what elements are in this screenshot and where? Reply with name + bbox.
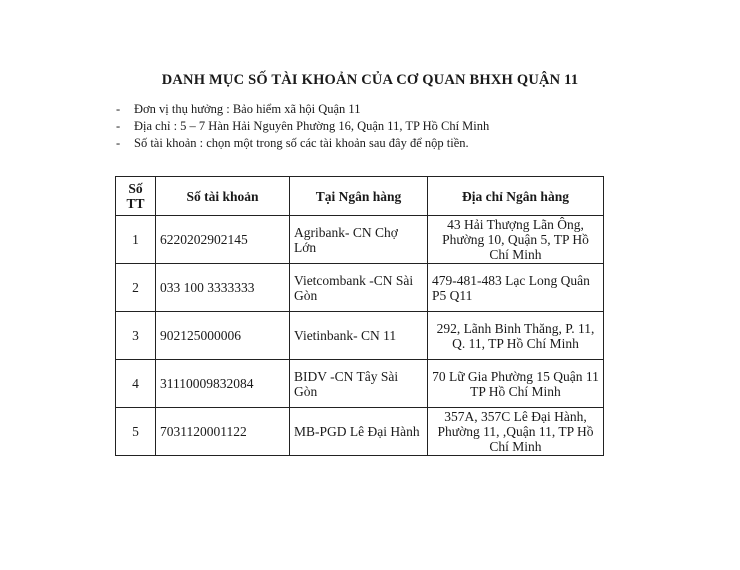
cell-address: 70 Lữ Gia Phường 15 Quận 11 TP Hồ Chí Minh (428, 360, 604, 408)
info-item-beneficiary (116, 101, 489, 118)
info-text: Số tài khoản : chọn một trong số các tài khoản sau đây để nộp tiền. (134, 136, 469, 150)
bullet-dash: - (116, 136, 121, 150)
table-row (116, 408, 604, 456)
info-item-address (116, 118, 489, 135)
info-list (116, 101, 489, 152)
cell-account: 033 100 3333333 (156, 264, 290, 312)
header-account: Số tài khoản (156, 177, 290, 216)
header-address: Địa chỉ Ngân hàng (428, 177, 604, 216)
accounts-table (115, 176, 604, 456)
cell-address: 43 Hải Thượng Lãn Ông, Phường 10, Quận 5, TP Hồ Chí Minh (428, 216, 604, 264)
info-item-account (116, 135, 489, 152)
cell-account: 7031120001122 (156, 408, 290, 456)
table-row (116, 216, 604, 264)
table-header-row (116, 177, 604, 216)
header-stt: Số TT (116, 177, 156, 216)
cell-address: 292, Lãnh Binh Thăng, P. 11, Q. 11, TP Hồ Chí Minh (428, 312, 604, 360)
cell-address: 357A, 357C Lê Đại Hành, Phường 11, ,Quận 11, TP Hồ Chí Minh (428, 408, 604, 456)
bullet-dash: - (116, 102, 121, 116)
cell-stt: 5 (116, 408, 156, 456)
table-row (116, 312, 604, 360)
cell-account: 902125000006 (156, 312, 290, 360)
cell-address: 479-481-483 Lạc Long Quân P5 Q11 (428, 264, 604, 312)
document-title: DANH MỤC SỐ TÀI KHOẢN CỦA CƠ QUAN BHXH QUẬN 11 (161, 72, 579, 88)
table-row (116, 264, 604, 312)
cell-bank: Vietinbank- CN 11 (290, 312, 428, 360)
cell-stt: 4 (116, 360, 156, 408)
cell-account: 31110009832084 (156, 360, 290, 408)
cell-account: 6220202902145 (156, 216, 290, 264)
info-text: Địa chỉ : 5 – 7 Hàn Hải Nguyên Phường 16, Quận 11, TP Hồ Chí Minh (134, 119, 490, 133)
table-row (116, 360, 604, 408)
cell-bank: MB-PGD Lê Đại Hành (290, 408, 428, 456)
header-bank: Tại Ngân hàng (290, 177, 428, 216)
cell-stt: 2 (116, 264, 156, 312)
cell-bank: Agribank- CN Chợ Lớn (290, 216, 428, 264)
bullet-dash: - (116, 119, 121, 133)
cell-bank: BIDV -CN Tây Sài Gòn (290, 360, 428, 408)
cell-stt: 3 (116, 312, 156, 360)
cell-bank: Vietcombank -CN Sài Gòn (290, 264, 428, 312)
info-text: Đơn vị thụ hưởng : Bảo hiểm xã hội Quận 11 (134, 102, 361, 116)
cell-stt: 1 (116, 216, 156, 264)
